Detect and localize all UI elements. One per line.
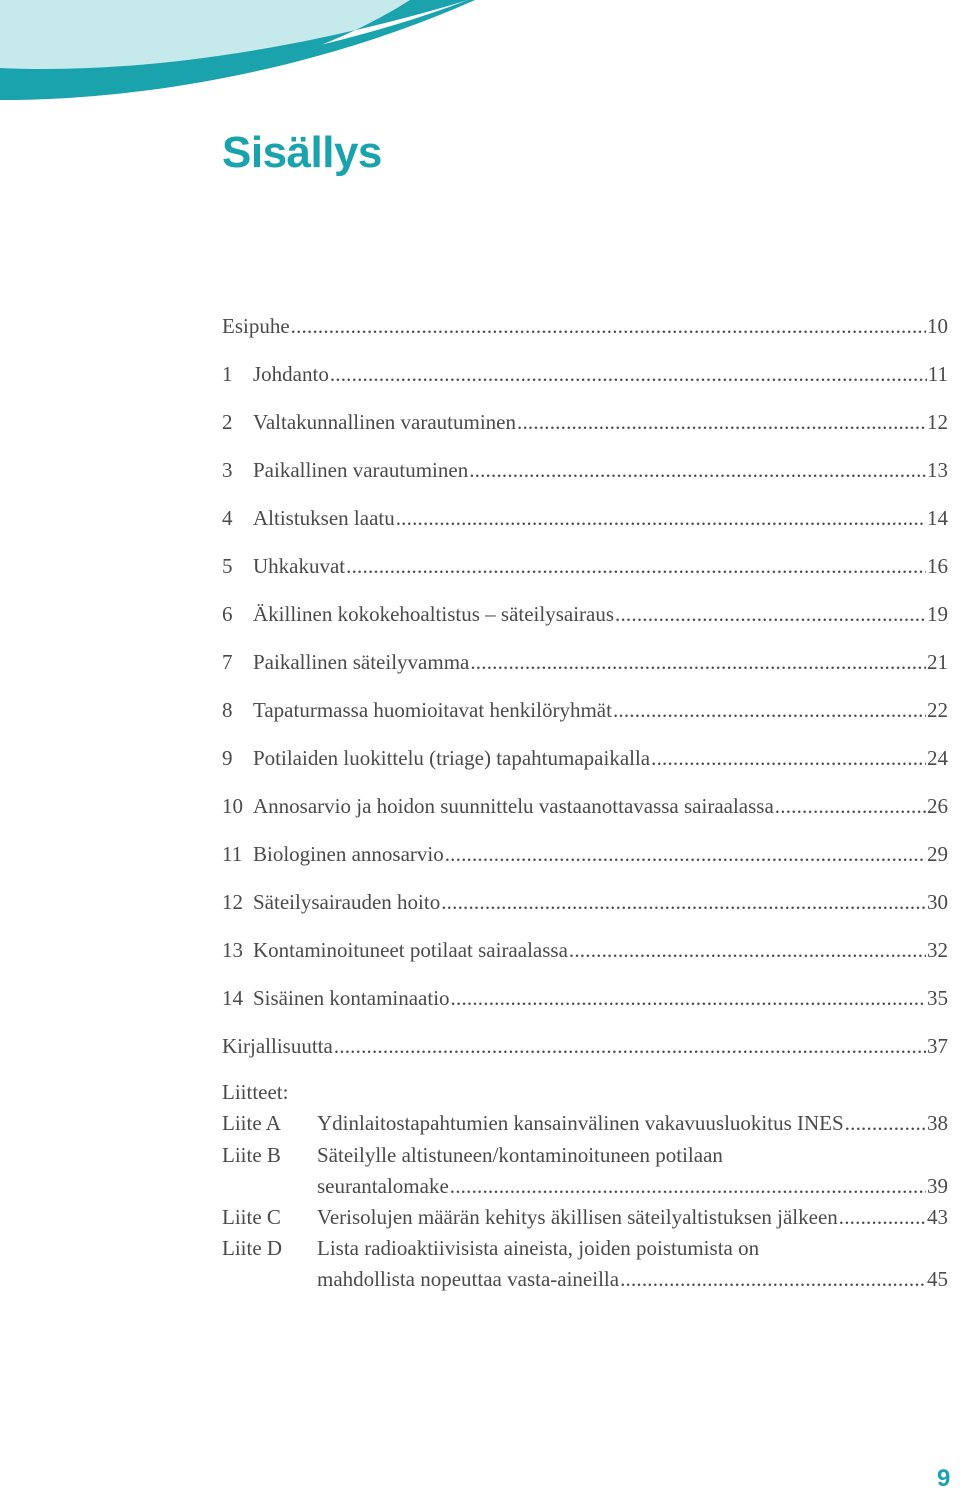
dot-leader (839, 1202, 926, 1233)
toc-entry[interactable] (222, 594, 948, 642)
dot-leader (450, 1171, 926, 1202)
toc-entry-page: 24 (927, 746, 948, 770)
dot-leader (346, 546, 926, 586)
toc-entry-number: 3 (222, 458, 233, 482)
toc-entry-number: 4 (222, 506, 233, 530)
appendix-entry[interactable] (222, 1233, 948, 1295)
toc-entry-label: Tapaturmassa huomioitavat henkilöryhmät (253, 698, 612, 722)
toc-entry-page: 14 (927, 506, 948, 530)
toc-entry-page: 37 (927, 1034, 948, 1058)
toc-entry-page: 32 (927, 938, 948, 962)
toc-entry-page: 30 (927, 890, 948, 914)
page-title: Sisällys (222, 128, 382, 177)
toc-entry-number: 12 (222, 890, 243, 914)
dot-leader (615, 594, 926, 634)
appendix-key: Liite B (222, 1143, 281, 1167)
dot-leader (845, 1108, 926, 1139)
appendix-key: Liite D (222, 1236, 283, 1260)
toc-entry-number: 1 (222, 362, 233, 386)
toc-entry-page: 13 (927, 458, 948, 482)
appendix-title: Lista radioaktiivisista aineista, joiden poistumista on (317, 1236, 760, 1260)
toc-entry[interactable] (222, 402, 948, 450)
dot-leader (396, 498, 926, 538)
dot-leader (517, 402, 926, 442)
toc-entry-label: Paikallinen säteilyvamma (253, 650, 470, 674)
toc-entry[interactable] (222, 978, 948, 1026)
page-number: 9 (937, 1465, 951, 1492)
toc-entry-number: 5 (222, 554, 233, 578)
appendix-title: Ydinlaitostapahtumien kansainvälinen vakavuusluokitus INES (317, 1111, 844, 1135)
appendix-entry[interactable] (222, 1140, 948, 1202)
toc-entry[interactable] (222, 306, 948, 354)
toc-entry[interactable] (222, 546, 948, 594)
toc-entry-page: 21 (927, 650, 948, 674)
toc-entry-label: Esipuhe (222, 314, 290, 338)
appendix-key: Liite A (222, 1111, 281, 1135)
appendix-title: seurantalomake (317, 1174, 449, 1198)
toc-entry[interactable] (222, 834, 948, 882)
toc-entry-page: 26 (927, 794, 948, 818)
dot-leader (451, 978, 926, 1018)
appendix-page: 43 (927, 1205, 948, 1229)
toc-entry-page: 10 (927, 314, 948, 338)
toc-entry-label: Säteilysairauden hoito (253, 890, 441, 914)
toc-entry-number: 13 (222, 938, 243, 962)
table-of-contents (222, 306, 948, 1074)
appendix-heading: Liitteet: (222, 1080, 289, 1104)
dot-leader (620, 1264, 926, 1295)
dot-leader (445, 834, 926, 874)
toc-entry-number: 14 (222, 986, 243, 1010)
dot-leader (291, 306, 926, 346)
toc-entry-page: 12 (927, 410, 948, 434)
appendix-key: Liite C (222, 1205, 281, 1229)
toc-entry[interactable] (222, 1026, 948, 1074)
toc-entry[interactable] (222, 498, 948, 546)
toc-entry-number: 8 (222, 698, 233, 722)
dot-leader (613, 690, 926, 730)
toc-entry[interactable] (222, 882, 948, 930)
dot-leader (334, 1026, 926, 1066)
toc-entry[interactable] (222, 354, 948, 402)
toc-entry-page: 19 (927, 602, 948, 626)
toc-entry[interactable] (222, 930, 948, 978)
toc-entry-label: Äkillinen kokokehoaltistus – säteilysairaus (253, 602, 615, 626)
toc-entry-label: Sisäinen kontaminaatio (253, 986, 450, 1010)
dot-leader (441, 882, 926, 922)
toc-entry-page: 35 (927, 986, 948, 1010)
toc-entry-label: Biologinen annosarvio (253, 842, 444, 866)
dot-leader (330, 354, 927, 394)
toc-entry-number: 7 (222, 650, 233, 674)
toc-entry-number: 9 (222, 746, 233, 770)
toc-entry-label: Altistuksen laatu (253, 506, 395, 530)
toc-entry-label: Potilaiden luokittelu (triage) tapahtumapaikalla (253, 746, 651, 770)
appendix-title: Verisolujen määrän kehitys äkillisen säteilyaltistuksen jälkeen (317, 1205, 838, 1229)
toc-entry-label: Valtakunnallinen varautuminen (253, 410, 517, 434)
dot-leader (470, 642, 926, 682)
toc-entry-page: 22 (927, 698, 948, 722)
toc-entry-page: 29 (927, 842, 948, 866)
toc-entry-label: Annosarvio ja hoidon suunnittelu vastaanottavassa sairaalassa (253, 794, 774, 818)
toc-entry-number: 6 (222, 602, 233, 626)
appendix-entry[interactable] (222, 1108, 948, 1139)
appendix-page: 38 (927, 1111, 948, 1135)
toc-entry[interactable] (222, 690, 948, 738)
toc-entry-number: 11 (222, 842, 243, 866)
toc-entry-label: Uhkakuvat (253, 554, 346, 578)
toc-entry[interactable] (222, 738, 948, 786)
toc-entry-number: 10 (222, 794, 243, 818)
toc-entry-number: 2 (222, 410, 233, 434)
toc-entry-label: Johdanto (253, 362, 329, 386)
toc-entry-page: 16 (927, 554, 948, 578)
appendix-page: 45 (927, 1267, 948, 1291)
appendix-entry[interactable] (222, 1202, 948, 1233)
appendix-page: 39 (927, 1174, 948, 1198)
toc-entry[interactable] (222, 450, 948, 498)
appendix-title: Säteilylle altistuneen/kontaminoituneen potilaan (317, 1143, 723, 1167)
toc-entry[interactable] (222, 642, 948, 690)
toc-entry-label: Paikallinen varautuminen (253, 458, 469, 482)
dot-leader (569, 930, 926, 970)
appendix-title: mahdollista nopeuttaa vasta-aineilla (317, 1267, 620, 1291)
toc-entry-page: 11 (927, 362, 948, 386)
toc-entry[interactable] (222, 786, 948, 834)
toc-entry-label: Kontaminoituneet potilaat sairaalassa (253, 938, 568, 962)
toc-entry-label: Kirjallisuutta (222, 1034, 333, 1058)
decorative-wave (0, 0, 960, 130)
dot-leader (469, 450, 926, 490)
dot-leader (651, 738, 926, 778)
dot-leader (775, 786, 926, 826)
